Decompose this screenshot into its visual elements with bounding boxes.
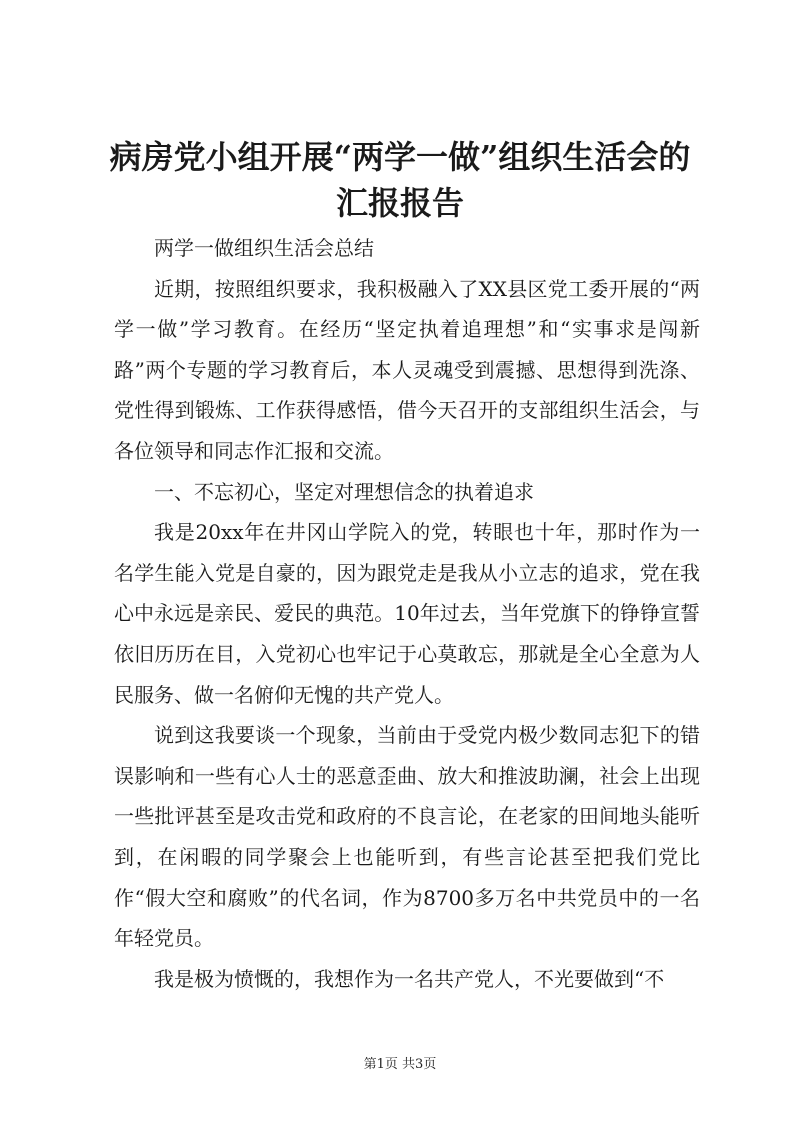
paragraph-body: 我是20xx年在井冈山学院入的党，转眼也十年，那时作为一名学生能入党是自豪的，因为跟党走是我从小立志的追求，党在我心中永远是亲民、爱民的典范。10年过去，当年党旗下的铮铮宣誓依旧历历在目，入党初心也牢记于心莫敢忘，那就是全心全意为人民服务、做一名俯仰无愧的共产党人。 <box>114 520 700 707</box>
paragraph-subtitle: 两学一做组织生活会总结 <box>154 236 374 260</box>
document-body <box>114 228 700 999</box>
paragraph-body: 说到这我要谈一个现象，当前由于受党内极少数同志犯下的错误影响和一些有心人士的恶意歪曲、放大和推波助澜，社会上出现一些批评甚至是攻击党和政府的不良言论，在老家的田间地头能听到，在闲暇的同学聚会上也能听到，有些言论甚至把我们党比作“假大空和腐败”的代名词，作为8700多万名中共党员中的一名年轻党员。 <box>114 723 700 951</box>
paragraph-body: 我是极为愤慨的，我想作为一名共产党人，不光要做到“不 <box>154 966 665 991</box>
paragraph-intro: 近期，按照组织要求，我积极融入了XX县区党工委开展的“两学一做”学习教育。在经历“坚定执着追理想”和“实事求是闯新路”两个专题的学习教育后，本人灵魂受到震撼、思想得到洗涤、党性得到锻炼、工作获得感悟，借今天召开的支部组织生活会，与各位领导和同志作汇报和交流。 <box>114 276 700 463</box>
paragraph-section-heading: 一、不忘初心，坚定对理想信念的执着追求 <box>154 479 534 504</box>
page-number: 第1页 共3页 <box>363 1057 437 1072</box>
document-title: 病房党小组开展“两学一做”组织生活会的汇报报告 <box>109 138 691 222</box>
